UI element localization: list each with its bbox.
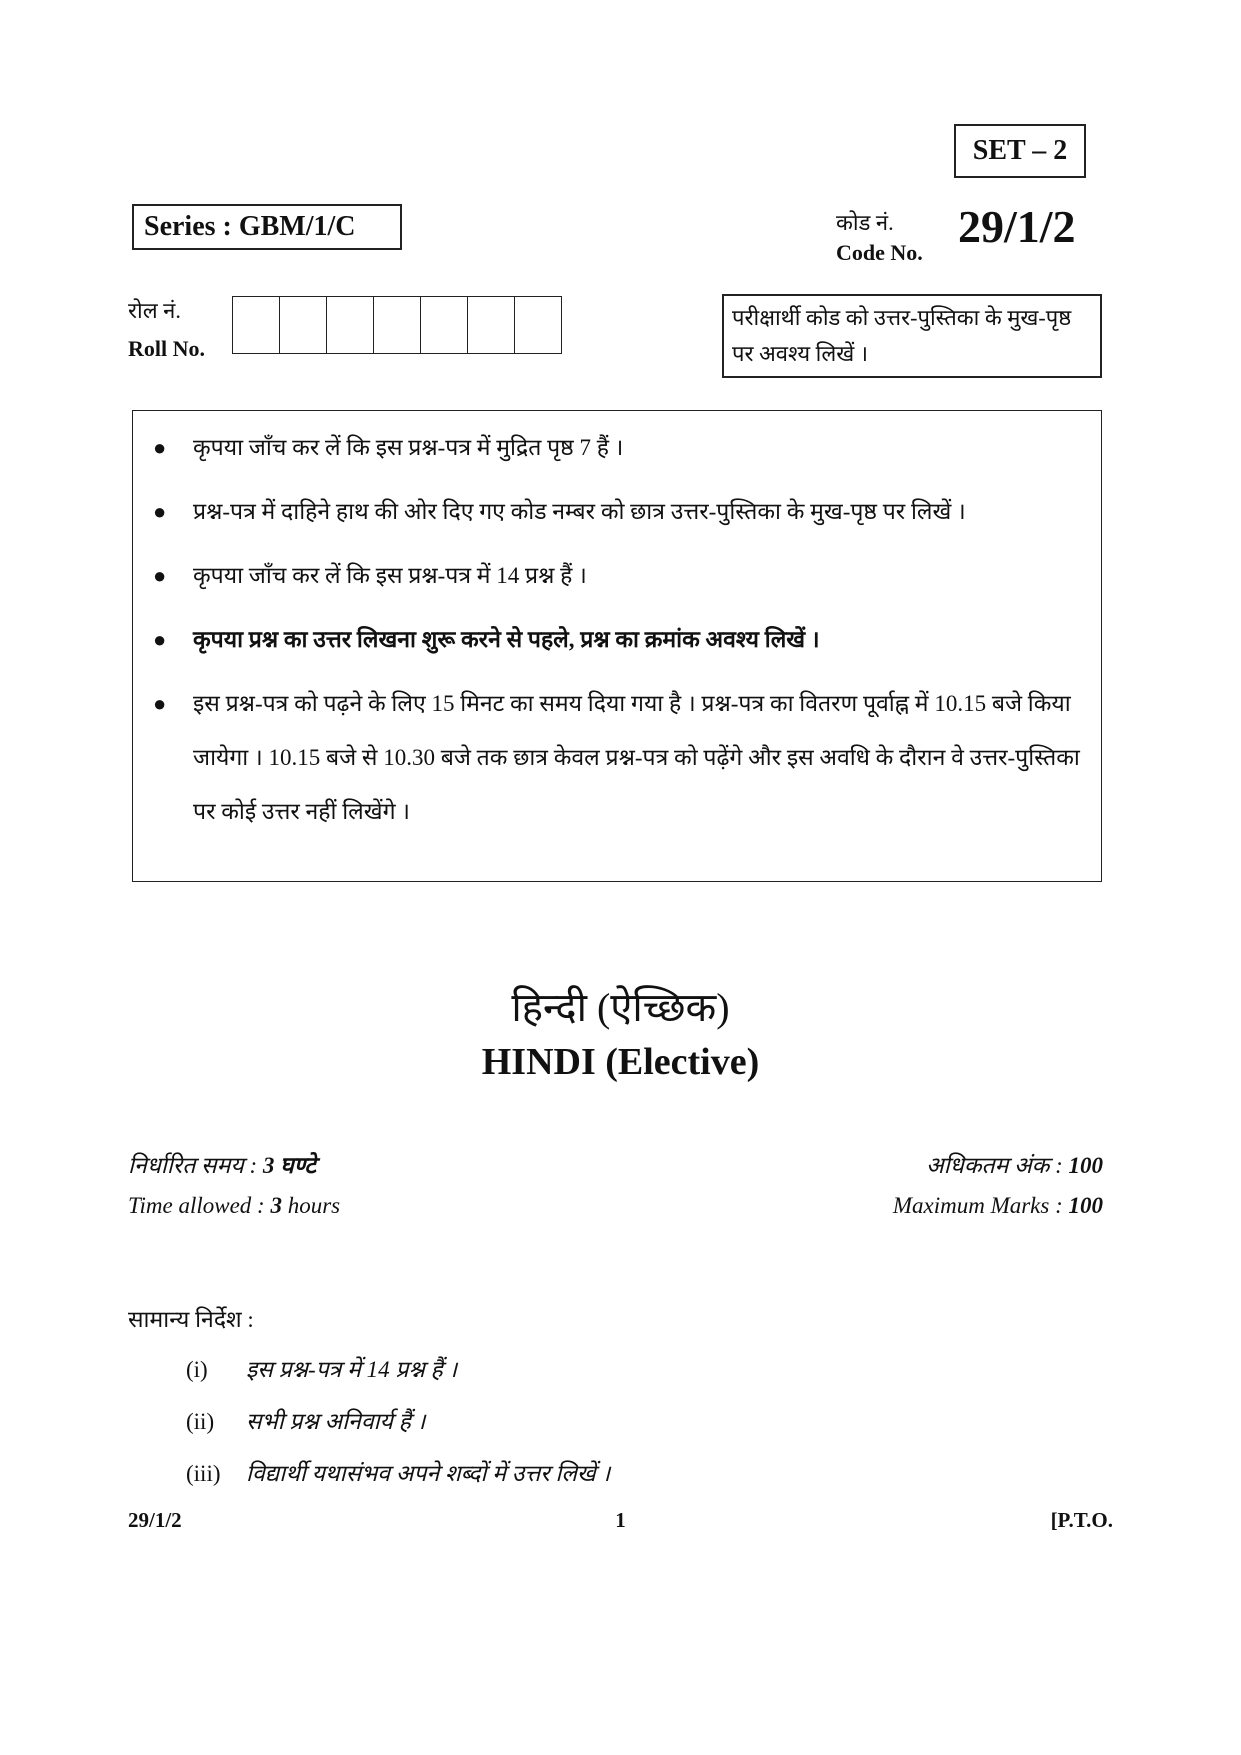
instruction-item — [153, 677, 1083, 839]
roll-number-cell[interactable] — [421, 297, 468, 353]
bullet-icon: ● — [153, 435, 167, 460]
general-instruction-text: विद्यार्थी यथासंभव अपने शब्दों में उत्तर लिखें । — [246, 1461, 611, 1486]
general-instruction-number: (i) — [186, 1357, 208, 1382]
code-label-english: Code No. — [836, 240, 923, 265]
roll-label-hindi: रोल नं. — [128, 298, 181, 323]
time-allowed-english — [128, 1193, 340, 1219]
marks-english-value: 100 — [1068, 1193, 1103, 1218]
general-instructions-list — [186, 1350, 610, 1506]
bullet-icon: ● — [153, 563, 167, 588]
instruction-item — [153, 485, 1083, 539]
general-instruction-number: (ii) — [186, 1409, 215, 1434]
bullet-icon: ● — [153, 499, 167, 524]
subject-title-hindi: हिन्दी (ऐच्छिक) — [511, 985, 730, 1030]
time-english-suffix: hours — [287, 1193, 341, 1218]
instruction-item — [153, 613, 1083, 667]
instruction-text: प्रश्न-पत्र में दाहिने हाथ की ओर दिए गए कोड नम्बर को छात्र उत्तर-पुस्तिका के मुख-पृष्ठ पर लिखें । — [193, 499, 966, 524]
time-hindi-value: 3 घण्टे — [262, 1153, 316, 1178]
marks-english-prefix: Maximum Marks : — [892, 1193, 1063, 1218]
set-label: SET – 2 — [954, 124, 1086, 178]
instruction-text: इस प्रश्न-पत्र को पढ़ने के लिए 15 मिनट का समय दिया गया है । प्रश्न-पत्र का वितरण पूर्वाह्न में 10.15 बजे किया जायेगा । 10.15 बजे से 10.30 बजे तक छात्र केवल प्रश्न-पत्र को पढ़ेंगे और इस अवधि के दौरान वे उत्तर-पुस्तिका पर कोई उत्तर नहीं लिखेंगे । — [193, 691, 1080, 824]
roll-number-cell[interactable] — [327, 297, 374, 353]
instruction-text: कृपया जाँच कर लें कि इस प्रश्न-पत्र में 14 प्रश्न हैं । — [193, 563, 587, 588]
subject-title-english: HINDI (Elective) — [481, 1041, 760, 1083]
roll-number-boxes[interactable] — [232, 296, 562, 354]
instructions-list — [153, 421, 1083, 849]
time-english-value: 3 — [270, 1193, 282, 1218]
marks-hindi-prefix: अधिकतम अंक : — [926, 1153, 1063, 1178]
roll-label-english: Roll No. — [128, 336, 205, 361]
roll-number-cell[interactable] — [233, 297, 280, 353]
code-number: 29/1/2 — [958, 201, 1076, 252]
page-number: 1 — [615, 1508, 626, 1532]
general-instruction-item — [186, 1454, 610, 1506]
marks-hindi-value: 100 — [1068, 1153, 1103, 1178]
footer-code: 29/1/2 — [128, 1508, 182, 1532]
general-instruction-number: (iii) — [186, 1461, 221, 1486]
instruction-item — [153, 421, 1083, 475]
code-label — [836, 208, 923, 268]
general-instruction-item — [186, 1402, 610, 1454]
general-instruction-text: इस प्रश्न-पत्र में 14 प्रश्न हैं । — [246, 1357, 458, 1382]
code-label-hindi: कोड नं. — [836, 210, 894, 235]
time-hindi-prefix: निर्धारित समय : — [128, 1153, 258, 1178]
please-turn-over: [P.T.O. — [1050, 1508, 1113, 1532]
instruction-text: कृपया प्रश्न का उत्तर लिखना शुरू करने से पहले, प्रश्न का क्रमांक अवश्य लिखें । — [193, 627, 820, 652]
maximum-marks-english — [893, 1193, 1103, 1219]
roll-number-cell[interactable] — [280, 297, 327, 353]
instruction-item — [153, 549, 1083, 603]
general-instruction-text: सभी प्रश्न अनिवार्य हैं । — [246, 1409, 426, 1434]
roll-number-cell[interactable] — [515, 297, 562, 353]
time-english-prefix: Time allowed : — [128, 1193, 265, 1218]
instruction-text: कृपया जाँच कर लें कि इस प्रश्न-पत्र में मुद्रित पृष्ठ 7 हैं । — [193, 435, 624, 460]
instructions-box — [132, 410, 1102, 882]
bullet-icon: ● — [153, 627, 167, 652]
general-instructions-heading: सामान्य निर्देश : — [128, 1307, 254, 1332]
series-label: Series : GBM/1/C — [132, 204, 402, 250]
bullet-icon: ● — [153, 691, 167, 716]
general-instruction-item — [186, 1350, 610, 1402]
time-allowed-hindi — [128, 1148, 316, 1180]
roll-number-cell[interactable] — [468, 297, 515, 353]
roll-number-cell[interactable] — [374, 297, 421, 353]
maximum-marks-hindi — [926, 1148, 1103, 1180]
roll-label — [128, 292, 205, 368]
candidate-code-note: परीक्षार्थी कोड को उत्तर-पुस्तिका के मुख-पृष्ठ पर अवश्य लिखें । — [722, 294, 1102, 378]
